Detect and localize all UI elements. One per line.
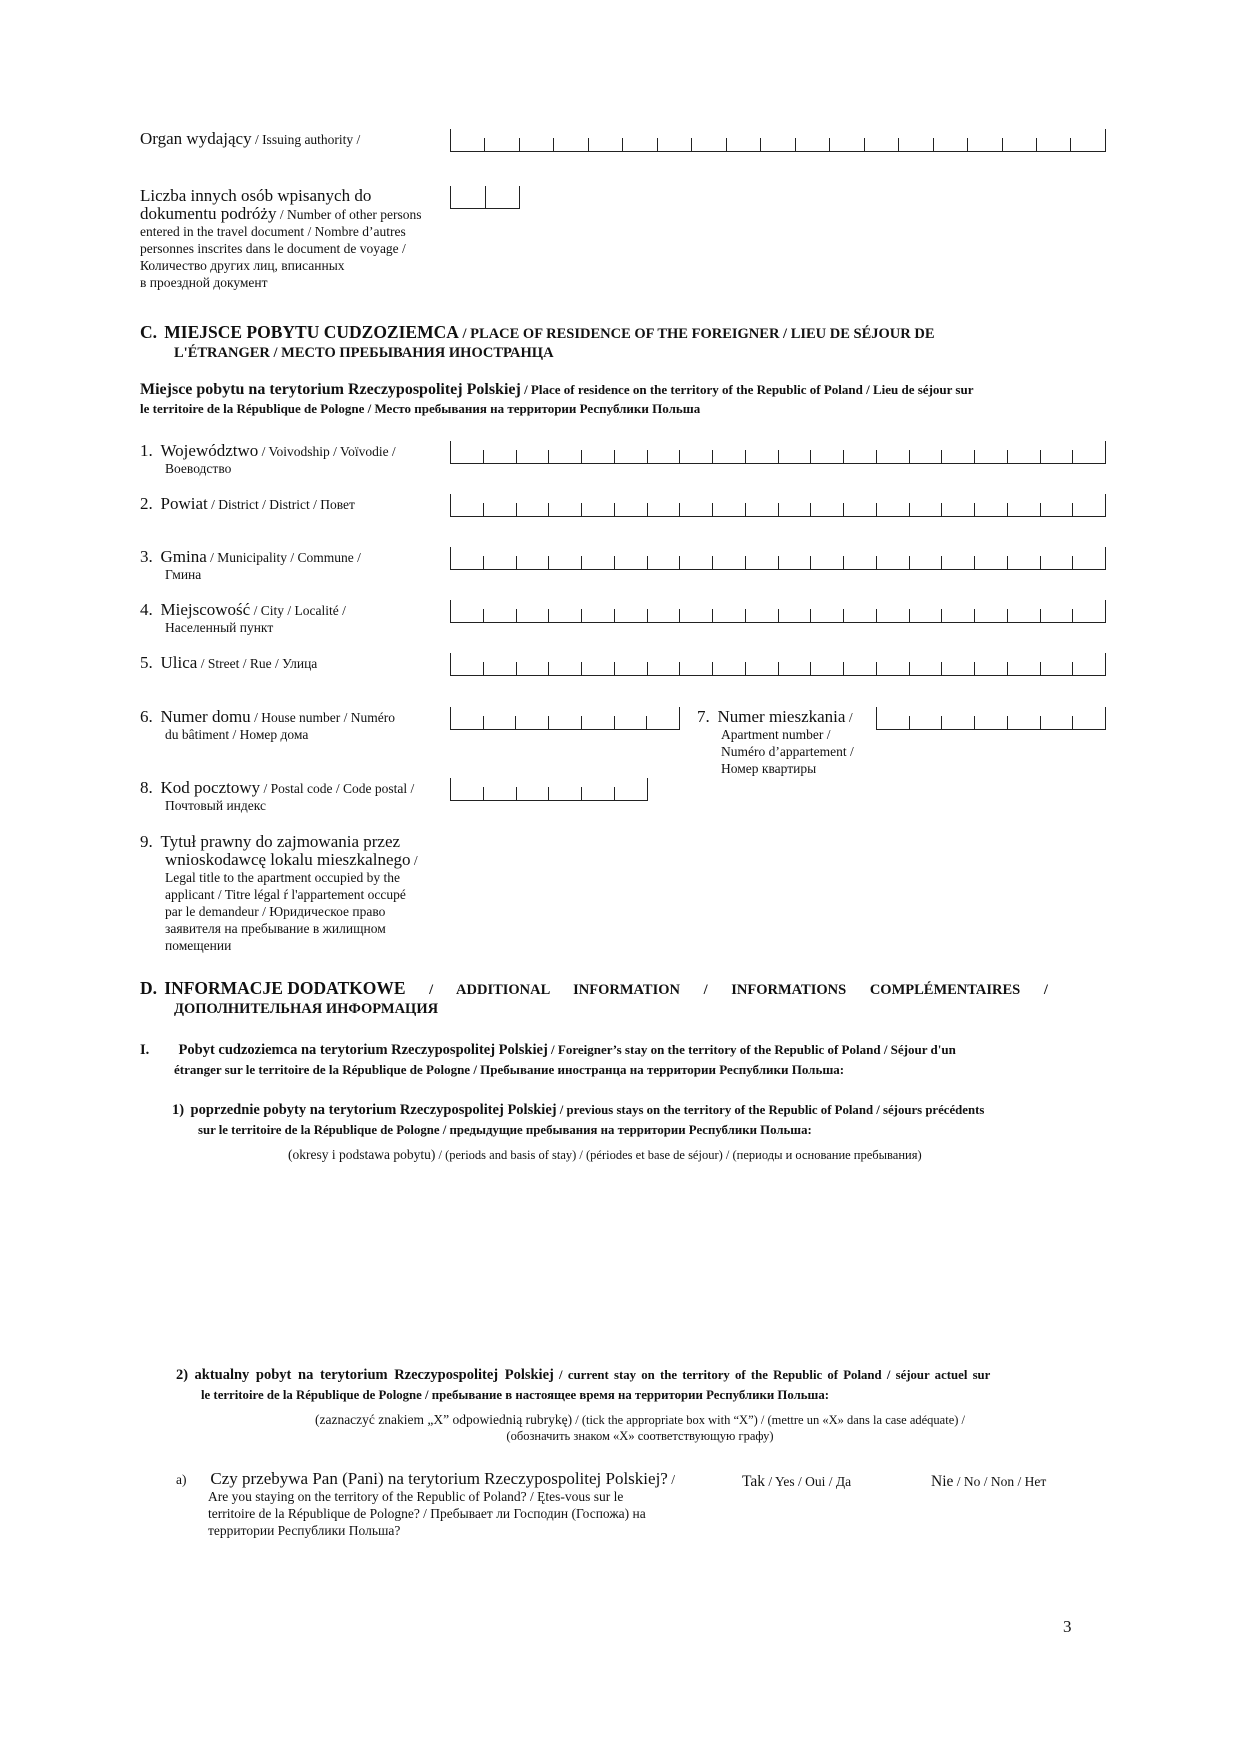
character-cell[interactable] xyxy=(746,450,779,463)
character-cell[interactable] xyxy=(877,503,910,516)
part-i-heading: I. Pobyt cudzoziemca na terytorium Rzeczypospolitej Polskiej / Foreigner’s stay on the territory of the Republic of Poland / Séjour d'un étranger sur le territoire de la République de Pologne / Пребывание иностранца на территории Республики Польша: xyxy=(140,1042,956,1077)
character-cell[interactable] xyxy=(680,609,713,622)
character-cell[interactable] xyxy=(658,138,692,151)
legal-title-label: 9. Tytuł prawny do zajmowania przez wnioskodawcę lokalu mieszkalnego / Legal title to the apartment occupied by the applicant / Titre légal ŕ l'appartement occupé par le demandeur / Юридическое право заявителя на пребывание в жилищном помещении xyxy=(140,832,418,953)
character-cell[interactable] xyxy=(451,138,485,151)
district-field[interactable] xyxy=(450,494,1106,517)
district-label: 2. Powiat / District / District / Повет xyxy=(140,494,355,513)
other-persons-label: Liczba innych osób wpisanych do dokumentu podróży / Number of other persons entered in the travel document / Nombre d’autres personnes inscrites dans le document de voyage / Количество других лиц, вписанных в проездной документ xyxy=(140,186,422,290)
character-cell[interactable] xyxy=(811,556,844,569)
character-cell[interactable] xyxy=(517,662,550,675)
character-cell[interactable] xyxy=(1073,716,1105,729)
character-cell[interactable] xyxy=(484,716,517,729)
character-cell[interactable] xyxy=(451,662,484,675)
character-cell[interactable] xyxy=(779,662,812,675)
character-cell[interactable] xyxy=(746,662,779,675)
city-field[interactable] xyxy=(450,600,1106,623)
character-cell[interactable] xyxy=(615,503,648,516)
current-stay-heading: 2) aktualny pobyt na terytorium Rzeczypospolitej Polskiej / current stay on the territory of the Republic of Poland / séjour actuel sur le territoire de la République de Pologne / пребывание в настоящее время на территории Республики Польша: xyxy=(176,1367,991,1402)
character-cell[interactable] xyxy=(549,716,582,729)
character-cell[interactable] xyxy=(582,787,615,800)
page-number: 3 xyxy=(1063,1617,1072,1636)
character-cell[interactable] xyxy=(648,503,681,516)
character-cell[interactable] xyxy=(727,138,761,151)
house-number-label: 6. Numer domu / House number / Numéro du bâtiment / Номер дома xyxy=(140,707,396,742)
character-cell[interactable] xyxy=(1041,716,1074,729)
section-c-heading: C. MIEJSCE POBYTU CUDZOZIEMCA / PLACE OF RESIDENCE OF THE FOREIGNER / LIEU DE SÉJOUR DE L'ÉTRANGER / МЕСТО ПРЕБЫВАНИЯ ИНОСТРАНЦА xyxy=(140,322,935,361)
current-stay-note: (zaznaczyć znakiem „X” odpowiednią rubrykę) / (tick the appropriate box with “X”) / (mettre un «X» dans la case adéquate) / (обозначить знаком «X» соответствующую графу) xyxy=(314,1412,966,1443)
apartment-number-label: 7. Numer mieszkania / Apartment number / Numéro d’appartement / Номер квартиры xyxy=(697,707,854,776)
question-a-label: a) Czy przebywa Pan (Pani) na terytorium Rzeczypospolitej Polskiej? / Are you staying on the territory of the Republic of Poland? / Ętes-vous sur le territoire de la République de Pologne? / Пребывает ли Господин (Госпожа) на территории Республики Польша? xyxy=(176,1469,675,1538)
character-cell[interactable] xyxy=(451,450,484,463)
character-cell[interactable] xyxy=(910,662,943,675)
character-cell[interactable] xyxy=(549,609,582,622)
character-cell[interactable] xyxy=(1073,503,1105,516)
character-cell[interactable] xyxy=(680,556,713,569)
character-cell[interactable] xyxy=(910,450,943,463)
previous-stays-answer-area[interactable] xyxy=(172,1172,1107,1342)
character-cell[interactable] xyxy=(484,503,517,516)
street-label: 5. Ulica / Street / Rue / Улица xyxy=(140,653,318,672)
character-cell[interactable] xyxy=(517,556,550,569)
character-cell[interactable] xyxy=(1041,662,1074,675)
character-cell[interactable] xyxy=(899,138,933,151)
city-label: 4. Miejscowość / City / Localité / Населенный пункт xyxy=(140,600,346,635)
character-cell[interactable] xyxy=(680,450,713,463)
character-cell[interactable] xyxy=(942,450,975,463)
character-cell[interactable] xyxy=(975,662,1008,675)
character-cell[interactable] xyxy=(615,450,648,463)
character-cell[interactable] xyxy=(1073,556,1105,569)
character-cell[interactable] xyxy=(517,503,550,516)
character-cell[interactable] xyxy=(844,662,877,675)
character-cell[interactable] xyxy=(779,503,812,516)
character-cell[interactable] xyxy=(451,609,484,622)
character-cell[interactable] xyxy=(746,609,779,622)
character-cell[interactable] xyxy=(877,609,910,622)
previous-stays-note: (okresy i podstawa pobytu) / (periods and basis of stay) / (périodes et base de séjour) / (периоды и основание пребывания) xyxy=(288,1147,922,1162)
character-cell[interactable] xyxy=(968,138,1002,151)
character-cell[interactable] xyxy=(761,138,795,151)
character-cell[interactable] xyxy=(910,556,943,569)
character-cell[interactable] xyxy=(549,450,582,463)
character-cell[interactable] xyxy=(844,556,877,569)
previous-stays-heading: 1) poprzednie pobyty na terytorium Rzeczypospolitej Polskiej / previous stays on the territory of the Republic of Poland / séjours précédents sur le territoire de la République de Pologne / предыдущие пребывания на территории Республики Польша: xyxy=(172,1102,985,1137)
character-cell[interactable] xyxy=(554,138,588,151)
character-cell[interactable] xyxy=(1037,138,1071,151)
character-cell[interactable] xyxy=(1008,716,1041,729)
character-cell[interactable] xyxy=(485,138,519,151)
character-cell[interactable] xyxy=(865,138,899,151)
character-cell[interactable] xyxy=(1041,609,1074,622)
character-cell[interactable] xyxy=(1008,450,1041,463)
character-cell[interactable] xyxy=(1008,662,1041,675)
character-cell[interactable] xyxy=(713,609,746,622)
character-cell[interactable] xyxy=(910,716,943,729)
municipality-label: 3. Gmina / Municipality / Commune / Гмина xyxy=(140,547,361,582)
section-c-subheading: Miejsce pobytu na terytorium Rzeczypospolitej Polskiej / Place of residence on the territory of the Republic of Poland / Lieu de séjour sur le territoire de la République de Pologne / Место пребывания на территории Республики Польша xyxy=(140,381,974,416)
character-cell[interactable] xyxy=(746,556,779,569)
character-cell[interactable] xyxy=(1008,609,1041,622)
character-cell[interactable] xyxy=(517,787,550,800)
voivodship-field[interactable] xyxy=(450,441,1106,464)
character-cell[interactable] xyxy=(582,503,615,516)
character-cell[interactable] xyxy=(975,503,1008,516)
character-cell[interactable] xyxy=(484,609,517,622)
character-cell[interactable] xyxy=(877,556,910,569)
character-cell[interactable] xyxy=(615,556,648,569)
character-cell[interactable] xyxy=(589,138,623,151)
character-cell[interactable] xyxy=(451,503,484,516)
character-cell[interactable] xyxy=(647,716,679,729)
character-cell[interactable] xyxy=(1008,503,1041,516)
character-cell[interactable] xyxy=(877,716,910,729)
character-cell[interactable] xyxy=(484,787,517,800)
character-cell[interactable] xyxy=(451,186,486,208)
character-cell[interactable] xyxy=(713,503,746,516)
character-cell[interactable] xyxy=(844,503,877,516)
character-cell[interactable] xyxy=(484,662,517,675)
character-cell[interactable] xyxy=(582,450,615,463)
character-cell[interactable] xyxy=(975,716,1008,729)
character-cell[interactable] xyxy=(623,138,657,151)
character-cell[interactable] xyxy=(615,716,648,729)
character-cell[interactable] xyxy=(615,609,648,622)
postal-code-label: 8. Kod pocztowy / Postal code / Code postal / Почтовый индекс xyxy=(140,778,415,813)
character-cell[interactable] xyxy=(844,450,877,463)
character-cell[interactable] xyxy=(582,716,615,729)
character-cell[interactable] xyxy=(648,450,681,463)
other-persons-field[interactable] xyxy=(450,186,520,209)
character-cell[interactable] xyxy=(451,787,484,800)
character-cell[interactable] xyxy=(1071,138,1104,151)
character-cell[interactable] xyxy=(910,609,943,622)
character-cell[interactable] xyxy=(830,138,864,151)
character-cell[interactable] xyxy=(517,609,550,622)
character-cell[interactable] xyxy=(648,609,681,622)
character-cell[interactable] xyxy=(451,556,484,569)
character-cell[interactable] xyxy=(648,556,681,569)
character-cell[interactable] xyxy=(648,662,681,675)
character-cell[interactable] xyxy=(910,503,943,516)
municipality-field[interactable] xyxy=(450,547,1106,570)
character-cell[interactable] xyxy=(975,450,1008,463)
character-cell[interactable] xyxy=(549,503,582,516)
character-cell[interactable] xyxy=(779,556,812,569)
character-cell[interactable] xyxy=(811,450,844,463)
character-cell[interactable] xyxy=(484,450,517,463)
character-cell[interactable] xyxy=(1003,138,1037,151)
character-cell[interactable] xyxy=(877,662,910,675)
character-cell[interactable] xyxy=(484,556,517,569)
street-field[interactable] xyxy=(450,653,1106,676)
character-cell[interactable] xyxy=(942,609,975,622)
character-cell[interactable] xyxy=(713,662,746,675)
voivodship-label: 1. Województwo / Voivodship / Voïvodie / Воеводство xyxy=(140,441,396,476)
house-number-field[interactable] xyxy=(450,707,680,730)
character-cell[interactable] xyxy=(1041,450,1074,463)
character-cell[interactable] xyxy=(615,662,648,675)
character-cell[interactable] xyxy=(680,662,713,675)
character-cell[interactable] xyxy=(615,787,647,800)
character-cell[interactable] xyxy=(942,556,975,569)
character-cell[interactable] xyxy=(549,662,582,675)
character-cell[interactable] xyxy=(486,186,520,208)
issuing-authority-label: Organ wydający / Issuing authority / xyxy=(140,129,361,148)
character-cell[interactable] xyxy=(451,716,484,729)
character-cell[interactable] xyxy=(811,503,844,516)
character-cell[interactable] xyxy=(517,450,550,463)
character-cell[interactable] xyxy=(975,556,1008,569)
apartment-number-field[interactable] xyxy=(876,707,1106,730)
character-cell[interactable] xyxy=(582,662,615,675)
character-cell[interactable] xyxy=(796,138,830,151)
character-cell[interactable] xyxy=(934,138,968,151)
character-cell[interactable] xyxy=(1073,450,1105,463)
character-cell[interactable] xyxy=(1008,556,1041,569)
character-cell[interactable] xyxy=(520,138,554,151)
character-cell[interactable] xyxy=(1073,609,1105,622)
postal-code-field[interactable] xyxy=(450,778,648,801)
character-cell[interactable] xyxy=(975,609,1008,622)
character-cell[interactable] xyxy=(877,450,910,463)
character-cell[interactable] xyxy=(942,662,975,675)
character-cell[interactable] xyxy=(549,787,582,800)
character-cell[interactable] xyxy=(692,138,726,151)
issuing-authority-field[interactable] xyxy=(450,129,1106,152)
character-cell[interactable] xyxy=(1041,503,1074,516)
character-cell[interactable] xyxy=(942,503,975,516)
section-d-heading: D. INFORMACJE DODATKOWE / ADDITIONAL INFORMATION / INFORMATIONS COMPLÉMENTAIRES / ДОПОЛНИТЕЛЬНАЯ ИНФОРМАЦИЯ xyxy=(140,978,1048,1017)
character-cell[interactable] xyxy=(844,609,877,622)
character-cell[interactable] xyxy=(1073,662,1105,675)
character-cell[interactable] xyxy=(549,556,582,569)
character-cell[interactable] xyxy=(713,450,746,463)
character-cell[interactable] xyxy=(779,450,812,463)
question-a-no-option[interactable]: Nie / No / Non / Нет xyxy=(931,1473,1047,1490)
character-cell[interactable] xyxy=(746,503,779,516)
character-cell[interactable] xyxy=(779,609,812,622)
character-cell[interactable] xyxy=(582,556,615,569)
character-cell[interactable] xyxy=(516,716,549,729)
character-cell[interactable] xyxy=(680,503,713,516)
character-cell[interactable] xyxy=(942,716,975,729)
character-cell[interactable] xyxy=(811,609,844,622)
question-a-yes-option[interactable]: Tak / Yes / Oui / Да xyxy=(742,1473,852,1490)
character-cell[interactable] xyxy=(713,556,746,569)
character-cell[interactable] xyxy=(582,609,615,622)
character-cell[interactable] xyxy=(1041,556,1074,569)
character-cell[interactable] xyxy=(811,662,844,675)
